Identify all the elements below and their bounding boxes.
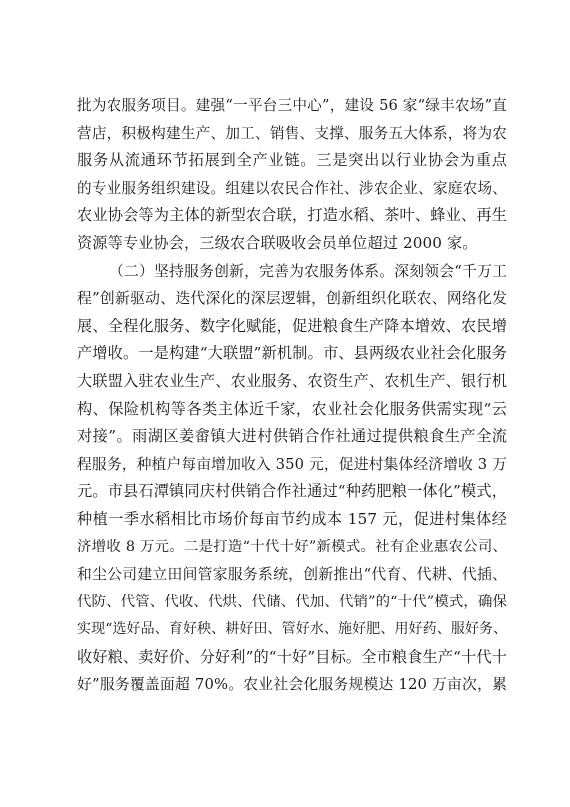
- body-text: [77, 92, 507, 699]
- text-line: 构、保险机构等各类主体近千家，农业社会化服务供需实现“云: [77, 399, 507, 418]
- text-line: 服务从流通环节拓展到全产业链。三是突出以行业协会为重点: [77, 151, 507, 170]
- text-line: 济增收 8 万元。二是打造“十代十好”新模式。社有企业惠农公司、: [77, 538, 507, 555]
- text-line: 批为农服务项目。建强“一平台三中心”，建设 56 家“绿丰农场”直: [77, 97, 507, 114]
- text-line: 展、全程化服务、数字化赋能，促进粮食生产降本增效、农民增: [77, 316, 507, 335]
- text-line: 代防、代管、代收、代烘、代储、代加、代销”的“十代”模式，确保: [77, 593, 507, 610]
- text-line: 程服务，种植户每亩增加收入 350 元，促进村集体经济增收 3 万: [77, 455, 507, 473]
- paragraph-heading-line: （二）坚持服务创新，完善为农服务体系。深刻领会“千万工: [109, 262, 507, 280]
- text-line: 对接”。雨湖区姜畲镇大进村供销合作社通过提供粮食生产全流: [77, 427, 507, 446]
- text-line: 营店，积极构建生产、加工、销售、支撑、服务五大体系，将为农: [77, 124, 507, 142]
- text-line: 大联盟入驻农业生产、农业服务、农资生产、农机生产、银行机: [77, 371, 507, 390]
- text-line: 实现“选好品、育好秧、耕好田、管好水、施好肥、用好药、服好务、: [77, 621, 508, 638]
- text-line: 产增收。一是构建“大联盟”新机制。市、县两级农业社会化服务: [77, 344, 507, 363]
- text-line: 资源等专业协会，三级农合联吸收会员单位超过 2000 家。: [77, 233, 478, 252]
- text-line: 好”服务覆盖面超 70%。农业社会化服务规模达 120 万亩次，累: [77, 676, 507, 694]
- text-line: 和尘公司建立田间管家服务系统，创新推出“代育、代耕、代插、: [77, 566, 507, 584]
- text-line: 元。市县石潭镇同庆村供销合作社通过“种药肥粮一体化”模式，: [77, 482, 507, 501]
- text-line: 收好粮、卖好价、分好利”的“十好”目标。全市粮食生产“十代十: [77, 647, 507, 666]
- text-line: 的专业服务组织建设。组建以农民合作社、涉农企业、家庭农场、: [77, 179, 507, 197]
- text-line: 种植一季水稻相比市场价每亩节约成本 157 元，促进村集体经: [77, 509, 507, 528]
- text-line: 农业协会等为主体的新型农合联，打造水稻、茶叶、蜂业、再生: [77, 206, 507, 225]
- text-line: 程”创新驱动、迭代深化的深层逻辑，创新组织化联农、网络化发: [77, 290, 507, 308]
